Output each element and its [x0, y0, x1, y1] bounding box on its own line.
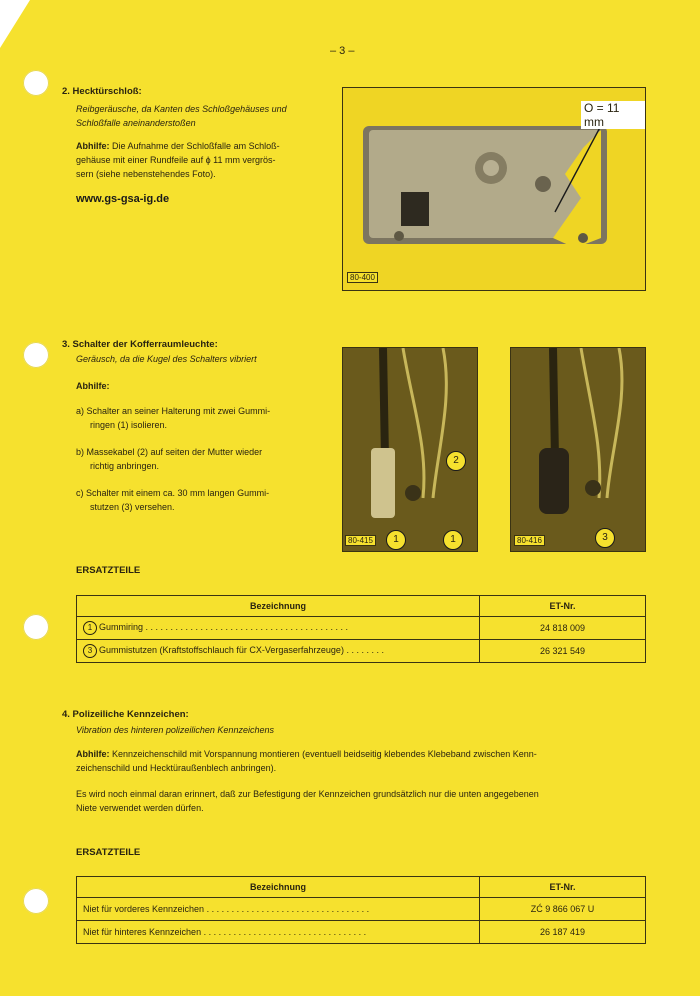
step-c: c) Schalter mit einem ca. 30 mm langen Gummi- stutzen (3) versehen.: [76, 488, 270, 512]
col-name-header: Bezeichnung: [77, 596, 480, 617]
parts-table-2: [76, 876, 646, 944]
page-number: – 3 –: [330, 45, 355, 57]
table-row: [77, 617, 646, 640]
switch-photo-1: [342, 347, 478, 552]
lock-photo: [342, 87, 646, 291]
section-4-remedy: Abhilfe: Kennzeichenschild mit Vorspannung montieren (eventuell beidseitig klebendes Klebeband zwischen Kenn- zeichenschild und Hecktüraußenblech anbringen).: [76, 749, 537, 773]
section-2-problem: Reibgeräusche, da Kanten des Schloßgehäuses und Schloßfalle aneinanderstoßen: [76, 104, 287, 128]
photo-ref: 80-415: [345, 535, 376, 546]
marker-3: 3: [83, 644, 97, 658]
part-number: 26 321 549: [480, 640, 646, 663]
marker-2: 2: [446, 451, 466, 471]
part-name: Gummistutzen (Kraftstoffschlauch für CX-Vergaserfahrzeuge) . . . . . . . .: [99, 645, 384, 655]
section-4-note: Es wird noch einmal daran erinnert, daß zur Befestigung der Kennzeichen grundsätzlich nur die unten angegebenen Niete verwendet werden dürfen.: [76, 789, 539, 813]
punch-hole: [23, 614, 49, 640]
section-3-remedy-label: Abhilfe:: [76, 381, 110, 391]
col-number-header: ET-Nr.: [480, 877, 646, 898]
step-a: a) Schalter an seiner Halterung mit zwei Gummi- ringen (1) isolieren.: [76, 406, 271, 430]
marker-1: 1: [386, 530, 406, 550]
punch-hole: [23, 70, 49, 96]
part-name: Niet für hinteres Kennzeichen . . . . . . . . . . . . . . . . . . . . . . . . . . . . . . . . .: [77, 921, 480, 944]
parts-title-1: ERSATZTEILE: [76, 565, 141, 576]
table-row: [77, 898, 646, 921]
part-number: ZĆ 9 866 067 U: [480, 898, 646, 921]
part-number: 24 818 009: [480, 617, 646, 640]
table-row: [77, 921, 646, 944]
photo-ref: 80-416: [514, 535, 545, 546]
switch-illustration-1: [343, 348, 477, 551]
step-b: b) Massekabel (2) auf seiten der Mutter wieder richtig anbringen.: [76, 447, 263, 471]
punch-hole: [23, 342, 49, 368]
switch-illustration-2: [511, 348, 645, 551]
col-number-header: ET-Nr.: [480, 596, 646, 617]
marker-1: 1: [83, 621, 97, 635]
parts-table-1: [76, 595, 646, 663]
section-2-remedy: Abhilfe: Die Aufnahme der Schloßfalle am Schloß- gehäuse mit einer Rundfeile auf ϕ 11 mm vergrös- sern (siehe nebenstehendes Foto).: [76, 141, 280, 179]
table-row: [77, 640, 646, 663]
switch-photo-2: [510, 347, 646, 552]
col-name-header: Bezeichnung: [77, 877, 480, 898]
diameter-label: O = 11 mm: [581, 101, 645, 129]
website-url[interactable]: www.gs-gsa-ig.de: [76, 193, 170, 205]
parts-title-2: ERSATZTEILE: [76, 847, 141, 858]
part-name: Gummiring . . . . . . . . . . . . . . . . . . . . . . . . . . . . . . . . . . . . . . . . .: [99, 622, 349, 632]
marker-3: 3: [595, 528, 615, 548]
section-2-heading: 2. Hecktürschloß:: [62, 86, 142, 97]
page-corner: [0, 0, 30, 48]
section-4-heading: 4. Polizeiliche Kennzeichen:: [62, 709, 189, 720]
photo-ref: 80-400: [347, 272, 378, 283]
punch-hole: [23, 888, 49, 914]
marker-1: 1: [443, 530, 463, 550]
section-3-heading: 3. Schalter der Kofferraumleuchte:: [62, 339, 218, 350]
section-3-problem: Geräusch, da die Kugel des Schalters vibriert: [76, 354, 257, 364]
part-name: Niet für vorderes Kennzeichen . . . . . . . . . . . . . . . . . . . . . . . . . . . . . . . . .: [77, 898, 480, 921]
part-number: 26 187 419: [480, 921, 646, 944]
section-4-problem: Vibration des hinteren polizeilichen Kennzeichens: [76, 725, 274, 735]
